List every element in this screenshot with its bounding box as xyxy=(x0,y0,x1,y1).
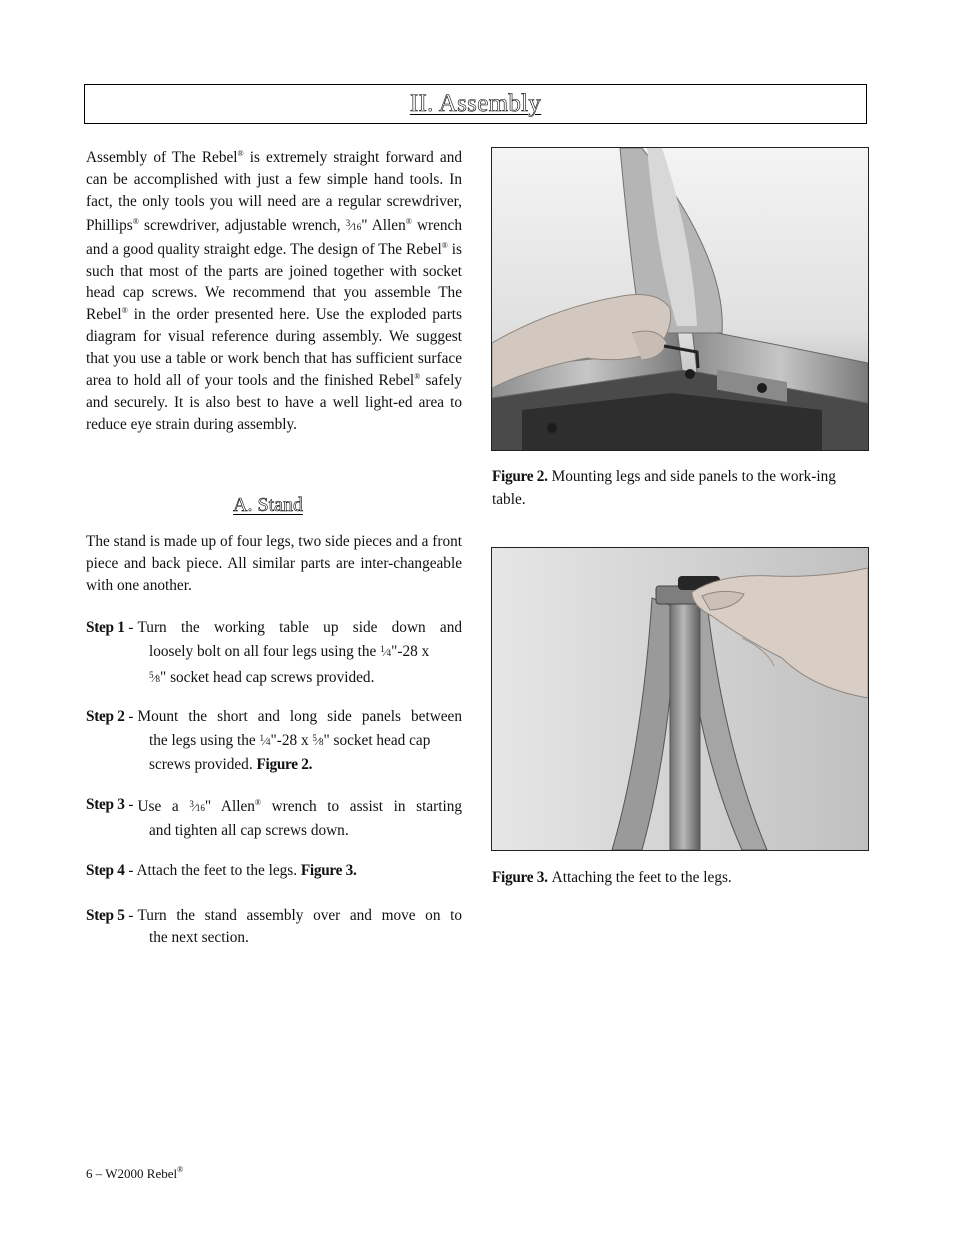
step-label: Step 3 xyxy=(86,796,125,813)
intro-text: screwdriver, adjustable wrench, xyxy=(138,216,346,234)
fraction: $^3$⁄16 xyxy=(189,799,205,814)
step-text: "-28 x xyxy=(270,731,313,749)
registered-mark: ® xyxy=(414,372,421,382)
step-text: loosely bolt on all four legs using the xyxy=(149,642,381,660)
figure-reference: Figure 2. xyxy=(256,755,313,773)
step-text: "-28 x xyxy=(391,642,430,660)
step-continuation xyxy=(149,728,462,776)
fraction-denominator: 16 xyxy=(195,803,205,813)
step-text: Turn the stand assembly over and move on to xyxy=(137,907,462,924)
step-4 xyxy=(86,860,462,882)
figure-2-photo xyxy=(491,147,869,451)
step-text-part: wrench to assist in starting xyxy=(260,798,463,815)
step-text xyxy=(138,794,463,820)
figure-3-photo xyxy=(491,547,869,851)
figure-3-caption xyxy=(492,867,864,890)
step-continuation: and tighten all cap screws down. xyxy=(149,821,349,839)
step-text: Attach the feet to the legs. xyxy=(136,862,301,879)
registered-mark: ® xyxy=(177,1165,184,1174)
caption-text: Attaching the feet to the legs. xyxy=(551,869,732,886)
fraction-denominator: 16 xyxy=(352,221,362,232)
step-text: " socket head cap screws provided. xyxy=(160,668,375,686)
step-separator: - xyxy=(124,907,134,924)
fraction-numerator: 1 xyxy=(259,732,264,743)
registered-mark: ® xyxy=(441,240,448,250)
step-continuation: the next section. xyxy=(149,928,249,946)
intro-text: is extremely straight forward and can be accomplished with just a few simple hand tools. In fact, the only tools you will need are a regular screwdriver, Phillips xyxy=(86,149,462,234)
footer-text: 6 – W2000 Rebel xyxy=(86,1166,178,1181)
fraction-denominator: 8 xyxy=(318,736,324,747)
section-heading-stand: A. Stand xyxy=(233,494,303,516)
fraction-numerator: 5 xyxy=(312,732,317,743)
fraction: $^1$⁄4 xyxy=(380,643,392,659)
step-separator: - xyxy=(124,708,134,725)
fraction-denominator: 4 xyxy=(386,647,392,658)
fraction-numerator: 1 xyxy=(380,643,385,654)
page-title: II. Assembly xyxy=(409,90,542,117)
step-5 xyxy=(86,905,462,949)
fraction: $^5$⁄8 xyxy=(312,732,324,748)
registered-mark: ® xyxy=(121,306,128,316)
registered-mark: ® xyxy=(254,798,261,807)
step-text: the legs using the xyxy=(149,731,260,749)
stand-intro-paragraph: The stand is made up of four legs, two side pieces and a front piece and back piece. All similar parts are inter-changeable with one another. xyxy=(86,533,462,594)
step-2 xyxy=(86,706,462,776)
step-3 xyxy=(86,794,462,842)
step-text: Mount the short and long side panels between xyxy=(137,708,462,725)
step-continuation xyxy=(149,639,462,691)
figure-label: Figure 2. xyxy=(492,468,548,485)
figure-2-caption xyxy=(492,466,864,511)
step-separator: - xyxy=(124,862,137,879)
intro-text: safely and securely. It is also best to have a well light-ed area to reduce eye strain during assembly. xyxy=(86,372,462,433)
registered-mark: ® xyxy=(132,216,139,226)
step-label: Step 1 xyxy=(86,619,125,636)
caption-text: Mounting legs and side panels to the work-ing table. xyxy=(492,468,836,508)
page-footer xyxy=(86,1166,183,1182)
fraction-numerator: 3 xyxy=(189,799,194,809)
fraction: $^5$⁄8 xyxy=(149,669,161,685)
figure-label: Figure 3. xyxy=(492,869,548,886)
step-text-part: " Allen xyxy=(204,798,255,815)
fraction-denominator: 4 xyxy=(265,736,271,747)
fraction: $^1$⁄4 xyxy=(259,732,271,748)
intro-text: is such that most of the parts are joined together with socket head cap screws. We recommend that you assemble The Rebel xyxy=(86,240,462,324)
intro-text: in the order presented here. Use the exploded parts diagram for visual reference during assembly. We suggest that you use a table or work bench that has sufficient surface area to hold all of your tools and the finished Rebel xyxy=(86,306,462,390)
step-separator: - xyxy=(124,796,134,813)
step-text: Turn the working table up side down and xyxy=(137,619,462,636)
figure-reference: Figure 3. xyxy=(300,862,357,879)
intro-text: " Allen xyxy=(361,216,406,234)
fraction: $^3$⁄16 xyxy=(345,217,362,233)
step-label: Step 2 xyxy=(86,708,125,725)
intro-paragraph xyxy=(86,147,462,436)
step-text: " socket head cap screws provided. xyxy=(149,731,431,773)
registered-mark: ® xyxy=(237,149,244,158)
step-text-part: Use a xyxy=(137,798,190,815)
fraction-denominator: 8 xyxy=(155,673,161,684)
step-label: Step 5 xyxy=(86,907,125,924)
fraction-numerator: 5 xyxy=(149,669,154,680)
intro-text: wrench and a good quality straight edge. The design of The Rebel xyxy=(86,216,462,258)
page-title-box xyxy=(84,84,867,124)
registered-mark: ® xyxy=(405,216,412,226)
step-label: Step 4 xyxy=(86,862,125,879)
step-separator: - xyxy=(124,619,134,636)
fraction-numerator: 3 xyxy=(345,217,351,228)
intro-text: Assembly of The Rebel xyxy=(86,149,238,166)
step-1 xyxy=(86,617,462,691)
